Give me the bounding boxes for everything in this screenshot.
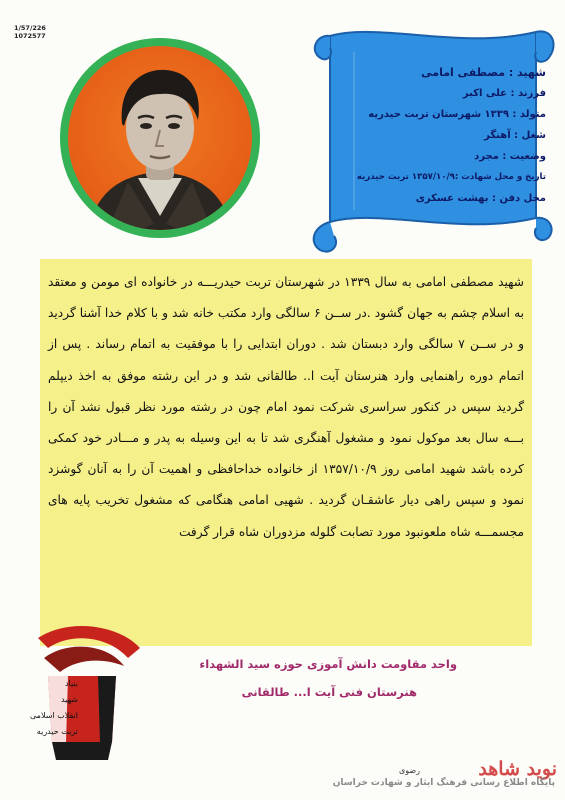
birth-info: متولد : ۱۳۳۹ شهرستان تربت حیدریه (368, 109, 546, 120)
watermark-main-text: پایگاه اطلاع رسانی فرهنگ ایثار و شهادت خراسان (332, 778, 555, 788)
job-info: شغل : آهنگر (484, 130, 546, 141)
logo-line1: بنیاد (64, 679, 78, 688)
watermark-logo-text: نوید شاهد (478, 758, 557, 780)
archive-code (14, 24, 46, 40)
archive-code-line2: 1072577 (14, 32, 46, 40)
logo-line3: انقلاب اسلامی (30, 711, 78, 720)
logo-line4: تربت حیدریه (36, 727, 78, 736)
marital-status: وضعیت : مجرد (474, 151, 546, 162)
biography-text: شهید مصطفی امامی به سال ۱۳۳۹ در شهرستان تربت حیدریـــه در خانواده ای مومن و معتقد به اسلام چشم به جهان گشود .در ســن ۶ سالگی وارد مکتب خانه شد و با کلام خدا آشنا گردید و در ســن ۷ سالگی وارد دبستان شد . دوران ابتدایی را با موفقیت به اتمام رساند . پس از اتمام دوره راهنمایی وارد هنرستان آیت ا.. طالقانی شد و در این رشته موفق به اخذ دیپلم گردید سپس در کنکور سراسری شرکت نمود امام چون در رشته مورد نظر قبول نشد آن را بـــه سال بعد موکول نمود و مشغول آهنگری شد تا به این وسیله به پدر و مـــادر خود کمکی کرده باشد شهید امامی روز ۱۳۵۷/۱۰/۹ از خانواده خداحافظی و اهمیت آن را به آنان گوشزد نمود و سپس راهی دیار عاشقـان گردید . شهیی امامی هنگامی که مشغول تخریب پایه های مجسمـــه شاه ملعونبود مورد تصابت گلوله مزدوران شاه قرار گرفت (48, 275, 524, 539)
portrait-frame (60, 38, 270, 243)
portrait-silhouette (68, 46, 252, 230)
burial-place: محل دفن : بهشت عسکری (415, 193, 546, 204)
footer-school-line: هنرستان فنی آیت ا... طالقانی (241, 685, 417, 699)
father-name: فرزند : علی اکبر (462, 88, 546, 99)
foundation-logo-text (18, 676, 78, 740)
profile-details (336, 62, 546, 209)
biography-box (40, 259, 532, 646)
profile-scroll (300, 22, 558, 254)
footer-unit-line: واحد مقاومت دانش آموزی حوزه سید الشهداء (199, 657, 457, 671)
martyr-portrait (68, 46, 252, 230)
watermark-small-text: رضوی (398, 766, 420, 775)
logo-line2: شهید (60, 695, 78, 704)
archive-code-line1: 1/57/226 (14, 24, 46, 32)
martyrdom-info: تاریخ و محل شهادت :۱۳۵۷/۱۰/۹ تربت حیدریه (356, 172, 546, 182)
martyr-name: شهید : مصطفی امامی (421, 66, 546, 79)
